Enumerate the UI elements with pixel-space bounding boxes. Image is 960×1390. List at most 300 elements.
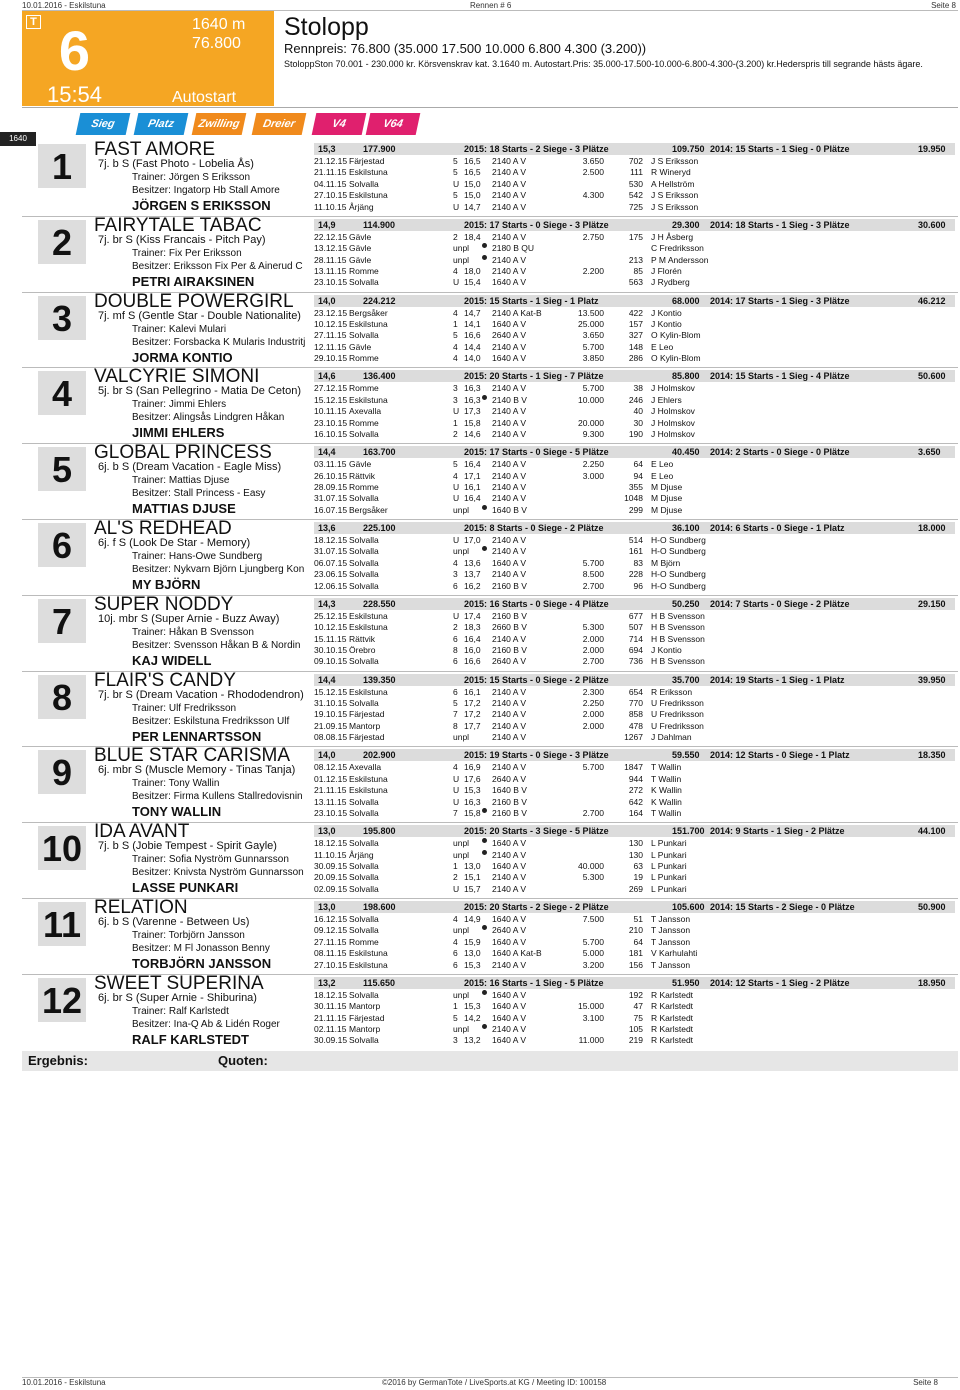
odds: 13,0 [318, 902, 336, 912]
run-track: Färjestad [349, 732, 385, 743]
total-earnings: 228.550 [363, 598, 396, 609]
run-driver: L Punkari [651, 883, 687, 894]
past-run-row [314, 330, 955, 342]
past-run-row [314, 546, 955, 558]
run-date: 10.11.15 [314, 406, 347, 417]
run-date: 30.11.15 [314, 1001, 347, 1012]
run-prize: 13.500 [578, 307, 604, 318]
run-distance: 2140 B V [492, 394, 527, 405]
run-driver: H B Svensson [651, 633, 705, 644]
run-track: Eskilstuna [349, 318, 388, 329]
run-date: 13.11.15 [314, 796, 347, 807]
run-driver: M Djuse [651, 504, 683, 515]
run-starts-number: 228 [628, 569, 643, 580]
run-starts-number: 51 [633, 914, 643, 924]
run-placing: 1 [453, 1001, 458, 1012]
run-distance: 2140 A V [492, 167, 527, 178]
past-run-row [314, 395, 955, 407]
run-placing: U [453, 493, 460, 504]
past-run-row [314, 353, 955, 365]
run-placing: 4 [453, 307, 458, 318]
horse-driver: MATTIAS DJUSE [132, 501, 236, 517]
horse-number: 6 [38, 523, 86, 567]
run-date: 20.09.15 [314, 872, 348, 883]
horse-row[interactable] [22, 214, 958, 294]
run-starts-number: 210 [628, 925, 643, 936]
run-placing: 5 [453, 1012, 458, 1023]
run-prize: 5.700 [582, 557, 604, 568]
run-driver: U Fredriksson [651, 697, 704, 708]
run-prize: 40.000 [578, 860, 604, 871]
past-run-row [314, 308, 955, 320]
run-track: Eskilstuna [349, 190, 388, 201]
run-driver: K Wallin [651, 796, 682, 807]
run-date: 30.09.15 [314, 860, 348, 871]
horse-trainer: Trainer: Torbjörn Jansson [132, 930, 245, 941]
horse-name: SWEET SUPERINA [94, 972, 264, 994]
run-track: Eskilstuna [349, 948, 388, 959]
horse-name: RELATION [94, 897, 188, 918]
total-earnings: 114.900 [363, 219, 396, 230]
race-time: 15:54 [46, 82, 103, 107]
horse-name: BLUE STAR CARISMA [94, 745, 291, 767]
run-prize: 3.200 [582, 959, 604, 970]
run-distance: 2140 A V [492, 697, 527, 708]
run-prize: 3.650 [582, 156, 604, 166]
trot-type-icon: T [26, 15, 41, 29]
year-2014-record: 2014: 9 Starts - 1 Sieg - 2 Plätze [710, 826, 845, 837]
run-prize: 2.000 [582, 633, 604, 644]
year-2015-record: 2015: 16 Starts - 0 Siege - 4 Plätze [464, 598, 609, 609]
run-time: 16,5 [464, 167, 481, 178]
run-driver: H-O Sundberg [651, 580, 706, 591]
year-2014-earnings: 19.950 [918, 144, 946, 154]
run-driver: R Karlstedt [651, 1001, 694, 1012]
year-2015-earnings: 40.450 [672, 447, 700, 458]
run-time: 16,0 [464, 644, 481, 655]
horse-owner: Besitzer: Alingsås Lindgren Håkan [132, 412, 285, 424]
run-time: 14,2 [464, 1012, 481, 1023]
run-starts-number: 156 [628, 959, 643, 970]
run-date: 27.10.15 [314, 190, 348, 201]
horse-name: SUPER NODDY [94, 593, 234, 615]
horse-stats-bar [314, 219, 955, 231]
past-run-row [314, 960, 955, 972]
year-2014-earnings: 50.600 [918, 371, 946, 382]
run-distance: 2180 B QU [492, 243, 535, 254]
run-distance: 2140 A V [492, 883, 527, 894]
year-2015-earnings: 109.750 [672, 144, 705, 154]
run-starts-number: 38 [633, 383, 643, 394]
run-date: 11.10.15 [314, 201, 347, 212]
run-driver: J Florén [651, 265, 682, 276]
past-run-row [314, 277, 955, 289]
run-driver: R Karlstedt [651, 1012, 694, 1023]
horse-name: FAIRYTALE TABAC [94, 214, 262, 236]
horse-owner: Besitzer: Eskilstuna Fredriksson Ulf [132, 715, 290, 727]
run-track: Solvalla [349, 580, 379, 591]
run-distance: 2660 B V [492, 622, 527, 633]
past-run-row [314, 914, 955, 926]
bet-type-sieg-button[interactable]: Sieg [76, 113, 131, 135]
bet-type-v4-button[interactable]: V4 [312, 113, 367, 135]
run-driver: J S Eriksson [651, 201, 699, 212]
run-distance: 2140 A V [492, 383, 527, 394]
horse-pedigree: 6j. f S (Look De Star - Memory) [98, 537, 251, 549]
gallop-icon [482, 546, 487, 551]
run-date: 02.11.15 [314, 1023, 347, 1034]
run-starts-number: 1847 [624, 762, 643, 773]
run-driver: R Eriksson [651, 686, 693, 697]
run-starts-number: 64 [633, 936, 643, 947]
horse-row[interactable] [22, 745, 958, 824]
run-date: 21.11.15 [314, 167, 347, 178]
horse-driver: TORBJÖRN JANSSON [132, 956, 272, 971]
run-driver: A Hellström [651, 178, 695, 189]
run-time: 17,2 [464, 709, 481, 720]
run-placing: 2 [453, 872, 458, 883]
run-driver: H-O Sundberg [651, 546, 706, 557]
run-prize: 2.250 [582, 697, 604, 708]
run-distance: 1640 A V [492, 1012, 527, 1023]
run-distance: 2140 A V [492, 872, 527, 883]
run-track: Gävle [349, 459, 372, 470]
run-date: 08.12.15 [314, 762, 348, 773]
run-placing: U [453, 201, 460, 212]
run-time: 17,7 [464, 720, 481, 731]
race-prize-line: Rennpreis: 76.800 (35.000 17.500 10.000 6.800 4.300 (3.200)) [284, 41, 647, 56]
run-driver: E Leo [651, 470, 674, 481]
run-driver: J Kontio [651, 644, 682, 655]
run-time: 15,3 [464, 785, 481, 796]
past-run-row [314, 709, 955, 721]
horse-owner: Besitzer: Forsbacka K Mularis Industritj [132, 336, 306, 348]
run-date: 26.10.15 [314, 470, 348, 481]
run-date: 09.12.15 [314, 925, 348, 936]
run-distance: 1640 A Kat-B [492, 948, 542, 959]
run-track: Solvalla [349, 277, 379, 288]
run-distance: 2140 A V [492, 569, 527, 580]
race-label: Rennen # 6 [470, 1, 512, 10]
run-starts-number: 85 [633, 265, 643, 276]
horse-row[interactable] [22, 518, 958, 597]
horse-number: 11 [38, 902, 86, 946]
run-starts-number: 19 [633, 872, 643, 883]
run-prize: 5.700 [582, 936, 604, 947]
run-starts-number: 327 [628, 330, 643, 341]
run-track: Romme [349, 481, 379, 492]
run-date: 21.11.15 [314, 1012, 347, 1023]
horse-row[interactable] [22, 366, 958, 445]
race-prize: 76.800 [192, 35, 241, 52]
run-driver: R Wineryd [651, 167, 691, 178]
run-distance: 2640 A V [492, 773, 527, 784]
run-placing: U [453, 785, 460, 796]
horse-stats-bar [314, 295, 955, 307]
run-distance: 1640 B V [492, 785, 527, 796]
past-run-row [314, 990, 955, 1002]
year-2015-record: 2015: 19 Starts - 0 Siege - 3 Plätze [464, 750, 609, 761]
run-driver: J S Eriksson [651, 190, 699, 201]
run-date: 23.10.15 [314, 807, 348, 818]
year-2015-record: 2015: 20 Starts - 3 Siege - 5 Plätze [464, 826, 609, 837]
run-prize: 2.700 [582, 807, 604, 818]
year-2014-earnings: 39.950 [918, 674, 946, 685]
run-distance: 2140 A V [492, 535, 527, 545]
run-starts-number: 94 [633, 470, 643, 481]
run-placing: 4 [453, 470, 458, 481]
run-date: 27.11.15 [314, 936, 347, 947]
run-track: Axevalla [349, 406, 382, 417]
start-mode: Autostart [172, 89, 237, 106]
horse-pedigree: 6j. mbr S (Muscle Memory - Tinas Tanja) [98, 764, 296, 777]
run-date: 31.10.15 [314, 697, 348, 708]
odds: 13,0 [318, 826, 336, 837]
year-2015-record: 2015: 17 Starts - 0 Siege - 5 Plätze [464, 447, 609, 458]
run-date: 23.10.15 [314, 417, 348, 428]
run-placing: unpl [453, 243, 470, 254]
run-track: Solvalla [349, 807, 379, 818]
run-date: 08.11.15 [314, 948, 347, 959]
horse-row[interactable] [22, 442, 958, 521]
run-starts-number: 299 [628, 504, 643, 515]
run-prize: 3.850 [582, 353, 604, 364]
run-starts-number: 157 [628, 318, 643, 329]
horse-row[interactable] [22, 972, 958, 1052]
run-prize: 2.200 [582, 265, 604, 276]
run-track: Solvalla [349, 1035, 379, 1046]
past-run-row [314, 243, 955, 255]
gallop-icon [482, 850, 487, 855]
run-track: Solvalla [349, 330, 379, 341]
run-track: Mantorp [349, 720, 381, 731]
year-2014-earnings: 18.000 [918, 523, 946, 533]
past-run-row [314, 319, 955, 331]
run-prize: 11.000 [578, 1035, 604, 1046]
past-run-row [314, 884, 955, 896]
run-placing: 8 [453, 720, 458, 731]
past-run-row [314, 872, 955, 884]
run-driver: J Dahlman [651, 732, 692, 743]
horse-row[interactable] [22, 897, 958, 976]
run-placing: 4 [453, 762, 458, 773]
run-placing: unpl [453, 254, 470, 265]
horse-pedigree: 6j. b S (Dream Vacation - Eagle Miss) [98, 461, 282, 474]
run-track: Solvalla [349, 883, 379, 894]
horse-row[interactable] [22, 139, 958, 218]
result-bar [22, 1051, 958, 1071]
run-time: 13,2 [464, 1035, 481, 1046]
run-starts-number: 654 [628, 686, 643, 697]
run-track: Solvalla [349, 428, 379, 439]
run-starts-number: 63 [633, 860, 643, 871]
run-prize: 3.100 [582, 1012, 604, 1023]
run-placing: 5 [453, 156, 458, 166]
past-run-row [314, 622, 955, 634]
run-driver: U Fredriksson [651, 720, 704, 731]
run-starts-number: 542 [628, 190, 643, 201]
run-date: 12.06.15 [314, 580, 348, 591]
horse-pedigree: 6j. b S (Varenne - Between Us) [98, 916, 250, 928]
run-track: Mantorp [349, 1001, 381, 1012]
run-placing: U [453, 883, 460, 894]
run-track: Eskilstuna [349, 394, 388, 405]
run-time: 16,1 [464, 686, 481, 697]
run-starts-number: 30 [633, 417, 643, 428]
horse-name: FLAIR'S CANDY [94, 669, 236, 691]
past-run-row [314, 698, 955, 710]
gallop-icon [482, 1024, 487, 1029]
run-time: 17,0 [464, 535, 481, 545]
run-placing: 4 [453, 353, 458, 364]
run-driver: T Jansson [651, 925, 691, 936]
horse-number: 5 [38, 447, 86, 491]
run-time: 17,2 [464, 697, 481, 708]
run-track: Solvalla [349, 925, 379, 936]
run-placing: unpl [453, 838, 470, 849]
past-run-row [314, 1001, 955, 1013]
run-driver: T Jansson [651, 936, 691, 947]
run-placing: U [453, 796, 460, 807]
horse-owner: Besitzer: Ina-Q Ab & Lidén Roger [132, 1018, 280, 1030]
run-track: Årjäng [349, 201, 374, 212]
run-track: Eskilstuna [349, 785, 388, 796]
run-track: Bergsåker [349, 307, 388, 318]
horse-stats-bar [314, 370, 955, 382]
past-run-row [314, 687, 955, 699]
run-starts-number: 702 [628, 156, 643, 166]
year-2014-record: 2014: 6 Starts - 0 Siege - 1 Platz [710, 523, 845, 533]
year-2014-earnings: 30.600 [918, 219, 946, 230]
run-time: 16,4 [464, 459, 481, 470]
run-date: 28.11.15 [314, 254, 347, 265]
gallop-icon [482, 925, 487, 930]
bet-type-dreier-button[interactable]: Dreier [252, 113, 307, 135]
run-placing: unpl [453, 546, 470, 557]
run-time: 13,7 [464, 569, 481, 580]
run-date: 31.07.15 [314, 546, 348, 557]
race-description: StoloppSton 70.001 - 230.000 kr. Körsvenskrav kat. 3.1640 m. Autostart.Pris: 35.000-17.500-10.000-6.800-4.300-(3.200) kr.Hederspris till segrande hästs ägare. [284, 59, 923, 69]
run-track: Romme [349, 353, 379, 364]
run-starts-number: 47 [633, 1001, 643, 1012]
odds: 14,4 [318, 447, 336, 458]
run-starts-number: 725 [628, 201, 643, 212]
past-run-row [314, 838, 955, 850]
run-placing: 4 [453, 341, 458, 352]
horse-stats-bar [314, 674, 955, 686]
past-run-row [314, 937, 955, 949]
run-time: 15,8 [464, 417, 481, 428]
run-placing: 6 [453, 656, 458, 667]
run-placing: unpl [453, 849, 470, 860]
run-distance: 2140 A V [492, 959, 527, 970]
run-distance: 2140 A V [492, 406, 527, 417]
past-run-row [314, 1035, 955, 1047]
total-earnings: 202.900 [363, 750, 396, 761]
run-time: 18,3 [464, 622, 481, 633]
run-starts-number: 175 [628, 231, 643, 242]
gallop-icon [482, 505, 487, 510]
run-prize: 2.000 [582, 720, 604, 731]
total-earnings: 224.212 [363, 295, 396, 306]
run-track: Mantorp [349, 1023, 381, 1034]
header-divider [22, 107, 958, 108]
horse-row[interactable] [22, 821, 958, 900]
run-driver: M Björn [651, 557, 681, 568]
run-prize: 2.000 [582, 709, 604, 720]
past-run-row [314, 645, 955, 657]
horse-row[interactable] [22, 290, 958, 370]
run-placing: 7 [453, 709, 458, 720]
run-starts-number: 677 [628, 610, 643, 621]
race-header-box [22, 11, 274, 106]
run-driver: L Punkari [651, 838, 687, 849]
total-earnings: 139.350 [363, 674, 396, 685]
horse-trainer: Trainer: Fix Per Eriksson [132, 247, 242, 259]
run-starts-number: 1267 [624, 732, 643, 743]
run-date: 21.11.15 [314, 785, 347, 796]
run-time: 14,0 [464, 353, 481, 364]
run-date: 15.12.15 [314, 394, 348, 405]
run-date: 30.10.15 [314, 644, 348, 655]
run-prize: 7.500 [582, 914, 604, 924]
run-track: Solvalla [349, 697, 379, 708]
past-run-row [314, 342, 955, 354]
horse-row[interactable] [22, 669, 958, 749]
past-run-row [314, 732, 955, 744]
run-track: Årjäng [349, 849, 374, 860]
run-date: 16.07.15 [314, 504, 348, 515]
run-starts-number: 514 [628, 535, 643, 545]
horse-pedigree: 6j. br S (Super Arnie - Shiburina) [98, 991, 257, 1004]
run-track: Eskilstuna [349, 959, 388, 970]
run-distance: 1640 B V [492, 504, 527, 515]
run-placing: 5 [453, 190, 458, 201]
odds: 14,6 [318, 371, 336, 382]
total-earnings: 198.600 [363, 902, 396, 912]
year-2015-earnings: 68.000 [672, 295, 700, 306]
year-2015-earnings: 35.700 [672, 674, 700, 685]
run-starts-number: 507 [628, 622, 643, 633]
horse-trainer: Trainer: Mattias Djuse [132, 475, 230, 487]
past-run-row [314, 232, 955, 244]
run-starts-number: 190 [628, 428, 643, 439]
run-date: 15.11.15 [314, 633, 347, 644]
horse-row[interactable] [22, 593, 958, 673]
horse-name: DOUBLE POWERGIRL [94, 290, 294, 312]
bet-type-v64-button[interactable]: V64 [366, 113, 421, 135]
run-driver: T Wallin [651, 807, 682, 818]
run-driver: T Wallin [651, 773, 682, 784]
year-2015-earnings: 85.800 [672, 371, 700, 382]
run-distance: 2160 B V [492, 610, 527, 621]
run-driver: T Wallin [651, 762, 682, 773]
year-2014-earnings: 18.350 [918, 750, 946, 761]
run-placing: 6 [453, 580, 458, 591]
run-prize: 25.000 [578, 318, 604, 329]
bet-type-platz-button[interactable]: Platz [134, 113, 189, 135]
odds: 13,6 [318, 523, 336, 533]
run-track: Romme [349, 265, 379, 276]
bet-type-zwilling-button[interactable]: Zwilling [192, 113, 247, 135]
run-time: 17,4 [464, 610, 481, 621]
total-earnings: 115.650 [363, 977, 396, 988]
run-date: 18.12.15 [314, 838, 348, 849]
horse-number: 7 [38, 599, 86, 643]
run-starts-number: 164 [628, 807, 643, 818]
horse-pedigree: 10j. mbr S (Super Arnie - Buzz Away) [98, 612, 280, 625]
run-track: Eskilstuna [349, 622, 388, 633]
